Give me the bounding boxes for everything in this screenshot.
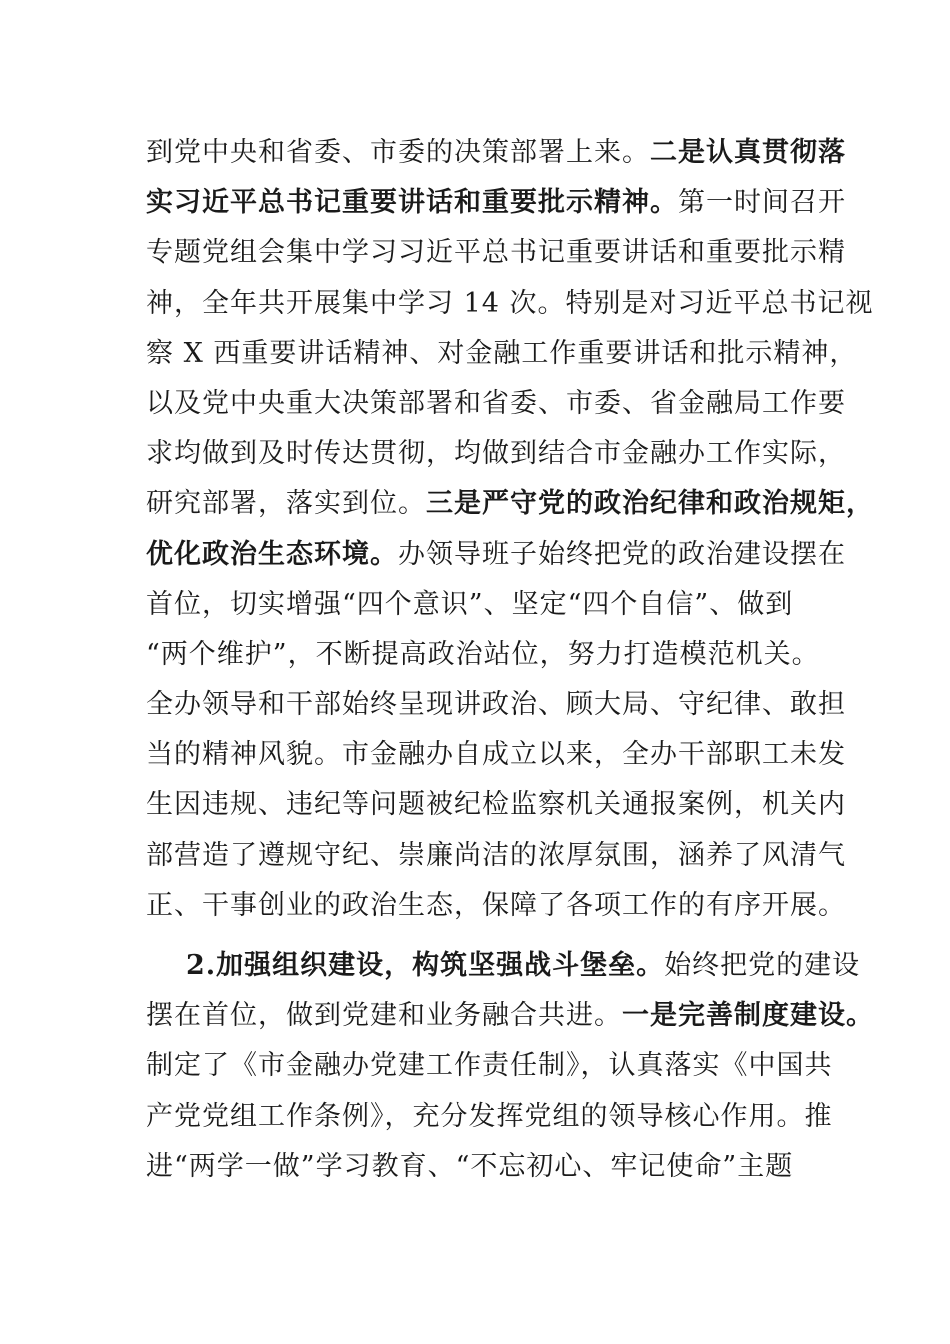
text-line xyxy=(146,991,874,1041)
text-run: 办领导班子始终把党的政治建设摆在 xyxy=(398,538,846,570)
text-line: 生因违规、违纪等问题被纪检监察机关通报案例，机关内 xyxy=(146,789,846,821)
text-line: 产党党组工作条例》，充分发挥党组的领导核心作用。推 xyxy=(146,1100,833,1132)
text-line xyxy=(146,941,861,991)
text-line: 以及党中央重大决策部署和省委、市委、省金融局工作要 xyxy=(146,387,846,419)
text-line: 察 X 西重要讲话精神、对金融工作重要讲话和批示精神， xyxy=(146,337,858,369)
bold-heading: 一是完善制度建设。 xyxy=(622,1000,874,1032)
document-page xyxy=(146,128,874,1192)
bold-heading: 三是严守党的政治纪律和政治规矩， xyxy=(426,488,874,520)
text-line: 全办领导和干部始终呈现讲政治、顾大局、守纪律、敢担 xyxy=(146,689,846,721)
text-line: 专题党组会集中学习习近平总书记重要讲话和重要批示精 xyxy=(146,237,846,269)
bold-heading: 二是认真贯彻落 xyxy=(650,137,846,168)
bold-heading: 优化政治生态环境。 xyxy=(146,538,398,570)
text-line xyxy=(146,530,846,580)
text-line: 制定了《市金融办党建工作责任制》，认真落实《中国共 xyxy=(146,1050,833,1082)
text-line xyxy=(146,178,846,228)
bold-heading: 实习近平总书记重要讲话和重要批示精神。 xyxy=(146,187,678,219)
text-run: 第一时间召开 xyxy=(678,187,846,219)
text-line: 神，全年共开展集中学习 14 次。特别是对习近平总书记视 xyxy=(146,287,874,319)
text-line: 首位，切实增强“四个意识”、坚定“四个自信”、做到 xyxy=(146,588,794,620)
text-run: 始终把党的建设 xyxy=(664,950,861,981)
text-run: 摆在首位，做到党建和业务融合共进。 xyxy=(146,1000,622,1032)
text-line xyxy=(146,479,874,529)
text-line: 求均做到及时传达贯彻，均做到结合市金融办工作实际， xyxy=(146,438,846,470)
text-line: 进“两学一做”学习教育、“不忘初心、牢记使命”主题 xyxy=(146,1150,794,1182)
text-run: 到党中央和省委、市委的决策部署上来。 xyxy=(146,137,650,168)
text-line xyxy=(146,128,846,178)
text-line: “两个维护”，不断提高政治站位，努力打造模范机关。 xyxy=(146,638,820,670)
section-heading: 2.加强组织建设，构筑坚强战斗堡垒。 xyxy=(186,950,665,981)
paragraph-2 xyxy=(146,941,874,1192)
text-run: 研究部署，落实到位。 xyxy=(146,488,426,520)
text-line: 部营造了遵规守纪、崇廉尚洁的浓厚氛围，涵养了风清气 xyxy=(146,839,846,871)
text-line: 正、干事创业的政治生态，保障了各项工作的有序开展。 xyxy=(146,889,846,921)
paragraph-gap xyxy=(146,931,830,941)
paragraph-1 xyxy=(146,128,874,931)
text-line: 当的精神风貌。市金融办自成立以来，全办干部职工未发 xyxy=(146,739,846,771)
